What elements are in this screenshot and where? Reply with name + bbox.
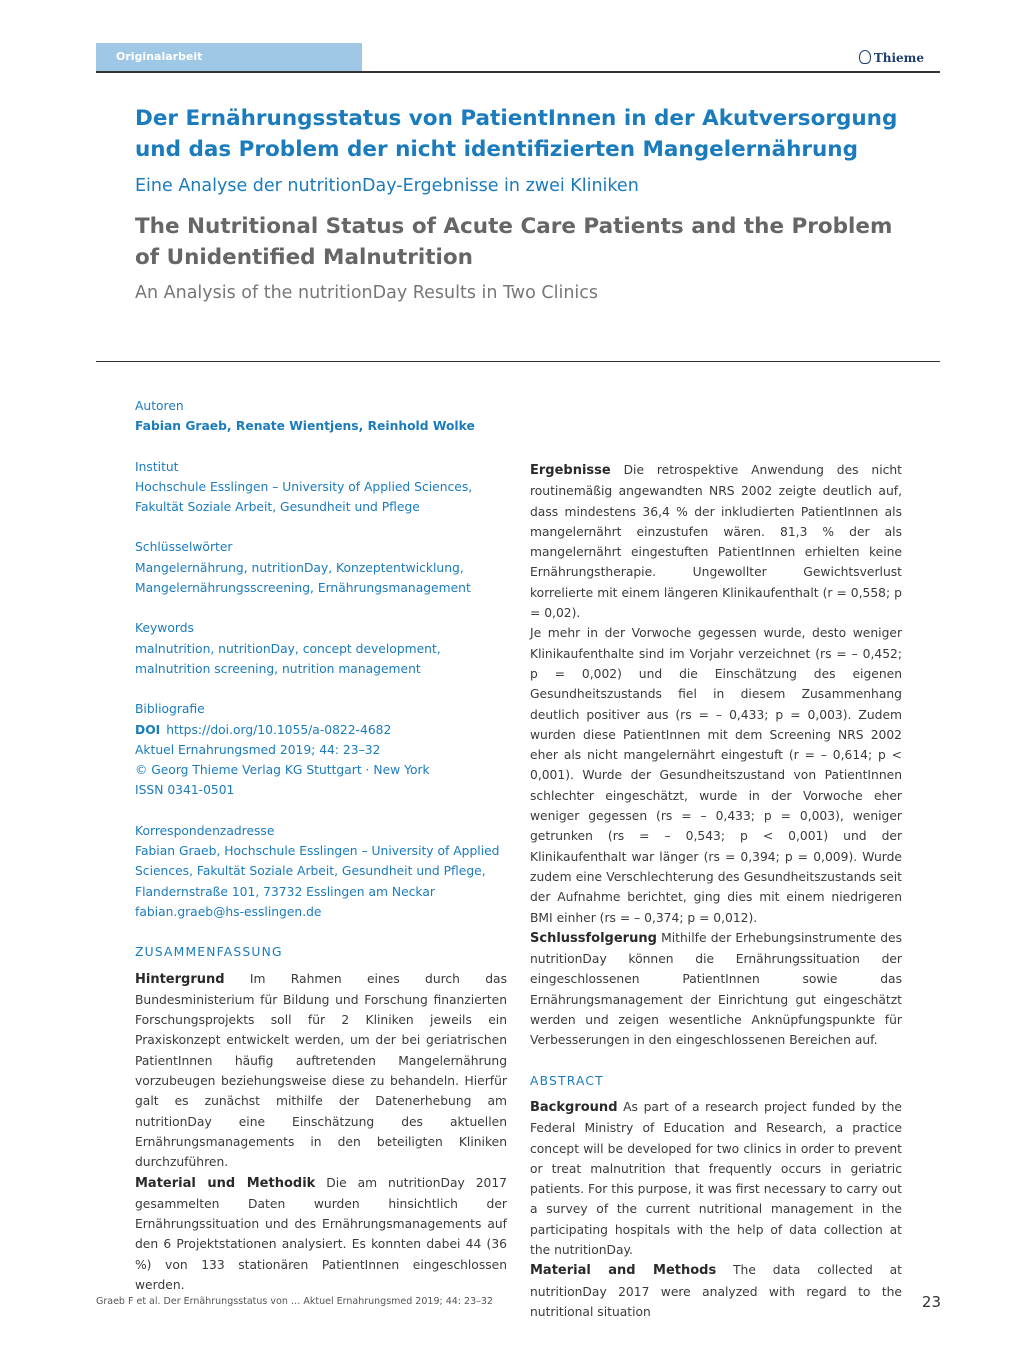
- page-number: 23: [921, 1293, 941, 1311]
- background-en-paragraph: [530, 1097, 902, 1260]
- conclusion-de-paragraph: [530, 928, 902, 1051]
- left-column: [135, 396, 507, 1295]
- background-de-label: Hintergrund: [135, 971, 225, 987]
- methods-de-text: Die am nutritionDay 2017 gesammelten Daten wurden hinsichtlich der Ernährungssituation und des Ernährungsmanagements auf den 6 Projektstationen analysiert. Es konnten dabei 44 (36 %) von 133 stationären PatientInnen eingeschlossen werden.: [135, 1175, 507, 1292]
- conclusion-de-text: Mithilfe der Erhebungsinstrumente des nutritionDay können die Ernährungssituation der eingeschlossenen PatientInnen sowie das Ernährungsmanagement der Einrichtung gut eingeschätzt werden und zeigen wesentliche Anknüpfungspunkte für Verbesserungen in den eingeschlossenen Bereichen auf.: [530, 930, 902, 1048]
- keywords-en-label: Keywords: [135, 621, 194, 636]
- publisher-name: Thieme: [873, 51, 924, 65]
- methods-de-paragraph: [135, 1173, 507, 1296]
- results-de-text-1: Die retrospektive Anwendung des nicht routinemäßig angewandten NRS 2002 zeigte deutlich auf, dass mindestens 36,4 % der inkludierten PatientInnen als mangelernährt einzustufen wären. 81,3 % der als mangelernährt eingestuften PatientInnen erhielten keine Ernährungstherapie. Ungewollter Gewichtsverlust korrelierte mit einem längeren Klinikaufenthalt (r = 0,558; p = 0,02).: [530, 463, 902, 621]
- institute-label: Institut: [135, 459, 179, 474]
- keywords-de: Mangelernährung, nutritionDay, Konzeptentwicklung, Mangelernährungsscreening, Ernährungsmanagement: [135, 560, 471, 596]
- section-label-bar: [96, 43, 362, 71]
- background-de-text: Im Rahmen eines durch das Bundesministerium für Bildung und Forschung finanzierten Forschungsprojekts soll für 2 Kliniken jeweils ein Praxiskonzept entwickelt werden, um der bei geriatrischen PatientInnen häufig auftretenden Mangelernährung vorzubeugen beziehungsweise diese zu behandeln. Hierfür galt es zunächst mithilfe der Datenerhebung am nutritionDay eine Einschätzung des aktuellen Ernährungsmanagements in den beteiligten Kliniken durchzuführen.: [135, 971, 507, 1170]
- right-column: [530, 460, 902, 1322]
- german-title: Der Ernährungsstatus von PatientInnen in der Akutversorgung und das Problem der nicht identifizierten Mangelernährung: [135, 106, 898, 162]
- bibliography-label: Bibliografie: [135, 702, 205, 717]
- methods-en-paragraph: [530, 1260, 902, 1322]
- journal-citation: Aktuel Ernahrungsmed 2019; 44: 23–32: [135, 742, 381, 757]
- authors: Fabian Graeb, Renate Wientjens, Reinhold Wolke: [135, 419, 475, 434]
- copyright: © Georg Thieme Verlag KG Stuttgart · New York: [135, 763, 430, 778]
- methods-de-label: Material und Methodik: [135, 1175, 316, 1191]
- keywords-en: malnutrition, nutritionDay, concept development, malnutrition screening, nutrition management: [135, 641, 441, 676]
- doi-key: DOI: [135, 722, 161, 737]
- institute: Hochschule Esslingen – University of Applied Sciences, Fakultät Soziale Arbeit, Gesundheit und Pflege: [135, 479, 473, 515]
- conclusion-de-label: Schlussfolgerung: [530, 930, 657, 946]
- results-de-paragraph-2: Je mehr in der Vorwoche gegessen wurde, desto weniger Klinikaufenthalte sind im Vorjahr verzeichnet (rs = – 0,452; p = 0,002) und die Einschätzung des eigenen Gesundheitszustands fiel in diesem Zusammenhang deutlich positiver aus (rs = – 0,433; p = 0,003). Zudem wurden diese PatientInnen mit dem Screening NRS 2002 eher als nicht mangelernährt eingestuft (r = – 0,614; p < 0,001). Wurde der Gesundheitszustand von PatientInnen schlechter eingeschätzt, wurde in der Vorwoche eher weniger gegessen (rs = – 0,433; p = 0,003), weniger getrunken (rs = – 0,543; p < 0,001) und der Klinikaufenthalt war länger (rs = 0,394; p = 0,009). Wurde zudem eine Verschlechterung des Gesundheitszustands seit der Aufnahme berichtet, ging dies mit einem niedrigeren BMI einher (rs = – 0,374; p = 0,012).: [530, 626, 902, 925]
- german-subtitle: Eine Analyse der nutritionDay-Ergebnisse in zwei Kliniken: [135, 176, 639, 196]
- doi-link[interactable]: https://doi.org/10.1055/a-0822-4682: [166, 722, 392, 737]
- methods-en-text: The data collected at nutritionDay 2017 were analyzed with regard to the nutritional situation: [530, 1263, 902, 1319]
- background-en-text: As part of a research project funded by the Federal Ministry of Education and Research, a practice concept will be developed for two clinics in order to prevent or treat malnutrition that frequently occurs in geriatric patients. For this purpose, it was first necessary to carry out a survey of the current nutritional management in the participating hospitals with the help of data collection at the nutritionDay.: [530, 1099, 902, 1257]
- abstract-heading: ABSTRACT: [530, 1073, 604, 1088]
- correspondence-label: Korrespondenzadresse: [135, 823, 275, 838]
- title-rule: [96, 361, 940, 362]
- publisher-logo: [859, 50, 924, 65]
- results-de-label: Ergebnisse: [530, 463, 611, 478]
- authors-label: Autoren: [135, 399, 184, 413]
- section-label: Originalarbeit: [116, 50, 203, 63]
- zusammenfassung-heading: ZUSAMMENFASSUNG: [135, 945, 283, 960]
- methods-en-label: Material and Methods: [530, 1263, 717, 1279]
- correspondence-email[interactable]: fabian.graeb@hs-esslingen.de: [135, 904, 322, 919]
- background-en-label: Background: [530, 1099, 618, 1115]
- keywords-de-label: Schlüsselwörter: [135, 540, 233, 555]
- header-rule: [96, 71, 940, 73]
- background-de-paragraph: [135, 969, 507, 1173]
- thieme-emblem-icon: [859, 50, 871, 64]
- correspondence-address: Fabian Graeb, Hochschule Esslingen – University of Applied Sciences, Fakultät Soziale Arbeit, Gesundheit und Pflege, Flandernstraße 101, 73732 Esslingen am Neckar: [135, 844, 500, 899]
- results-de-paragraph: [530, 460, 902, 623]
- doi-line: [135, 720, 507, 740]
- footer-citation: Graeb F et al. Der Ernährungsstatus von … Aktuel Ernahrungsmed 2019; 44: 23–32: [96, 1296, 493, 1307]
- english-title: The Nutritional Status of Acute Care Patients and the Problem of Unidentified Malnutrition: [135, 214, 893, 270]
- english-subtitle: An Analysis of the nutritionDay Results in Two Clinics: [135, 283, 599, 303]
- issn: ISSN 0341-0501: [135, 783, 235, 798]
